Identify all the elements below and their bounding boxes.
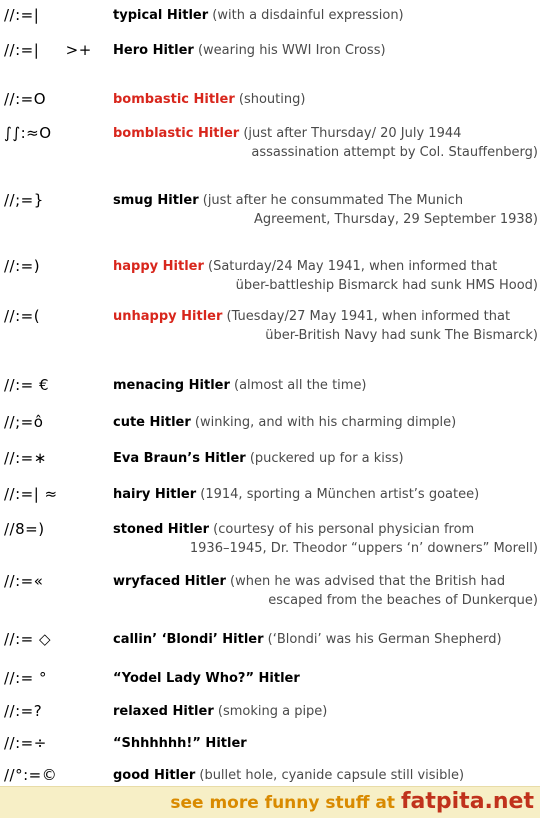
entry-text: [113, 376, 538, 395]
emoticon: //:=?: [4, 702, 43, 720]
emoticon: //:= ◇: [4, 630, 52, 648]
entry-description: (shouting): [234, 92, 306, 107]
entry-text: [113, 307, 538, 345]
entry-description: (puckered up for a kiss): [245, 451, 404, 466]
emoticon: //°:=©: [4, 766, 58, 784]
entry-name: unhappy Hitler: [113, 309, 223, 324]
entry-text: [113, 630, 538, 649]
entry-name: Hero Hitler: [113, 43, 194, 58]
entry-description: (just after Thursday/ 20 July 1944: [239, 126, 462, 141]
entry-name: “Shhhhhh!” Hitler: [113, 736, 247, 751]
footer-banner[interactable]: [0, 786, 540, 818]
entry-name: stoned Hitler: [113, 522, 210, 537]
entry-text: [113, 413, 538, 432]
footer-site[interactable]: fatpita.net: [400, 789, 534, 814]
entry-name: callin’ ‘Blondi’ Hitler: [113, 632, 264, 647]
entry-text: [113, 702, 538, 721]
entry-description: (‘Blondi’ was his German Shepherd): [263, 632, 502, 647]
emoticon: //;=ô: [4, 413, 44, 431]
entry-text: [113, 520, 538, 558]
entry-text: [113, 485, 538, 504]
entry-description-continued: über-battleship Bismarck had sunk HMS Hood): [235, 278, 538, 293]
entry-text: [113, 449, 538, 468]
entry-name: bombastic Hitler: [113, 92, 235, 107]
emoticon: //:=«: [4, 572, 44, 590]
entry-name: smug Hitler: [113, 193, 199, 208]
entry-name: Eva Braun’s Hitler: [113, 451, 246, 466]
entry-description: (when he was advised that the British had: [225, 574, 506, 589]
entry-description: (with a disdainful expression): [208, 8, 404, 23]
entry-name: relaxed Hitler: [113, 704, 214, 719]
entry-text: [113, 191, 538, 229]
emoticon: //:=÷: [4, 734, 47, 752]
entry-name: menacing Hitler: [113, 378, 230, 393]
entry-text: [113, 124, 538, 162]
entry-name: typical Hitler: [113, 8, 209, 23]
entry-name: wryfaced Hitler: [113, 574, 226, 589]
emoticon: ∫∫:≈O: [4, 124, 52, 142]
entry-text: [113, 734, 538, 753]
entry-description: (winking, and with his charming dimple): [190, 415, 457, 430]
entry-text: [113, 257, 538, 295]
entry-text: [113, 572, 538, 610]
emoticon: //:=∗: [4, 449, 47, 467]
entry-description: (1914, sporting a München artist’s goatee): [196, 487, 480, 502]
emoticon: //:=(: [4, 307, 41, 325]
entry-description: (Saturday/24 May 1941, when informed that: [203, 259, 498, 274]
entry-description: (just after he consummated The Munich: [198, 193, 464, 208]
entry-description-continued: assassination attempt by Col. Stauffenberg): [251, 145, 538, 160]
footer-link[interactable]: [170, 789, 534, 814]
emoticon: //:= €: [4, 376, 50, 394]
entry-text: [113, 41, 538, 60]
entry-description: (bullet hole, cyanide capsule still visible): [195, 768, 465, 783]
emoticon: //:=|: [4, 6, 40, 24]
emoticon: //;=}: [4, 191, 44, 209]
footer-text: see more funny stuff at: [170, 793, 401, 813]
entry-text: [113, 90, 538, 109]
emoticon: //:= °: [4, 669, 47, 687]
emoticon: //8=): [4, 520, 45, 538]
entry-name: hairy Hitler: [113, 487, 197, 502]
entry-description-continued: 1936–1945, Dr. Theodor “uppers ‘n’ downers” Morell): [189, 541, 538, 556]
entry-name: cute Hitler: [113, 415, 191, 430]
emoticon: //:=| >+: [4, 41, 92, 59]
emoticon: //:=): [4, 257, 41, 275]
entry-text: [113, 669, 538, 688]
entry-text: [113, 766, 538, 785]
entry-description: (almost all the time): [229, 378, 367, 393]
emoticon: //:=| ≈: [4, 485, 58, 503]
entry-text: [113, 6, 538, 25]
entry-description-continued: über-British Navy had sunk The Bismarck): [265, 328, 538, 343]
entry-name: happy Hitler: [113, 259, 204, 274]
entry-description-continued: Agreement, Thursday, 29 September 1938): [254, 212, 538, 227]
entry-name: good Hitler: [113, 768, 196, 783]
entry-name: bomblastic Hitler: [113, 126, 240, 141]
entry-description: (smoking a pipe): [213, 704, 328, 719]
emoticon: //:=O: [4, 90, 47, 108]
entry-description-continued: escaped from the beaches of Dunkerque): [268, 593, 538, 608]
entry-description: (Tuesday/27 May 1941, when informed that: [222, 309, 511, 324]
entry-name: “Yodel Lady Who?” Hitler: [113, 671, 300, 686]
entry-description: (wearing his WWI Iron Cross): [193, 43, 386, 58]
entry-description: (courtesy of his personal physician from: [209, 522, 475, 537]
